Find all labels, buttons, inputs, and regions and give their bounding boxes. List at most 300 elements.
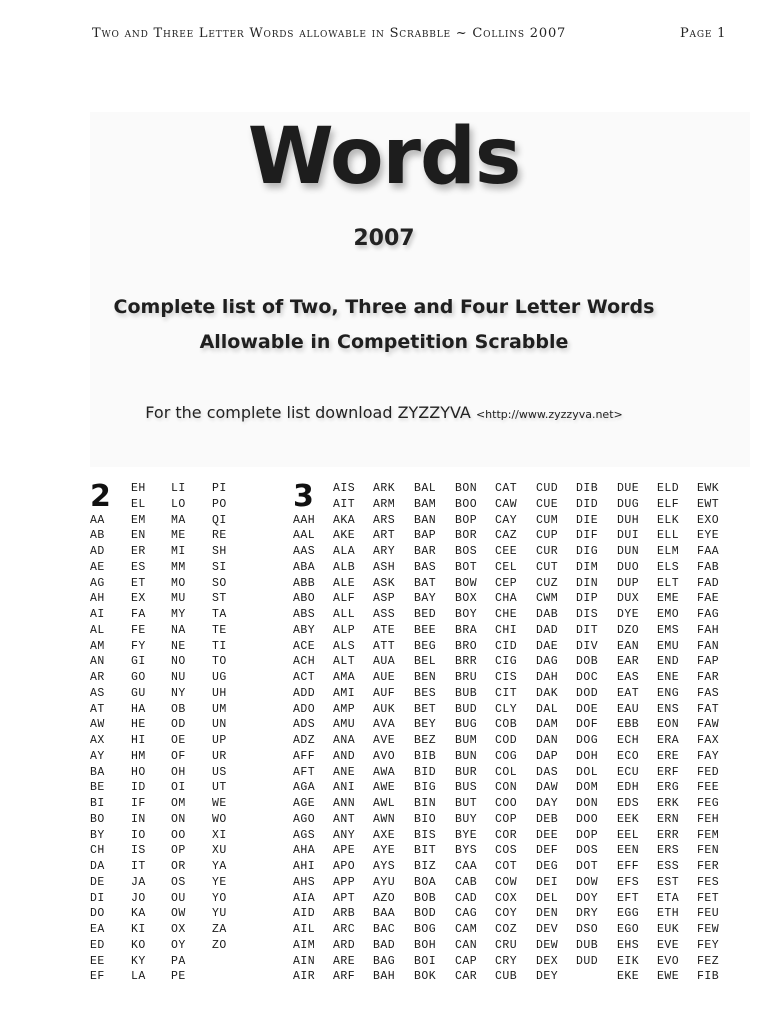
word-entry: FE (131, 623, 146, 637)
word-entry: CLY (495, 702, 518, 716)
word-entry: DIT (576, 623, 599, 637)
word-entry: ETH (657, 907, 680, 921)
word-entry: CAP (455, 954, 478, 968)
word-entry: CAZ (495, 529, 518, 543)
word-entry: DOG (576, 734, 599, 747)
word-entry: AHS (293, 875, 316, 889)
word-entry: BOB (414, 891, 437, 905)
word-entry: JO (131, 891, 146, 905)
word-entry: AWA (373, 765, 396, 779)
word-entry: IO (131, 828, 146, 842)
word-entry: APE (333, 844, 356, 858)
word-entry: DE (90, 875, 105, 889)
word-entry: ELD (657, 482, 680, 495)
word-entry: BE (90, 781, 105, 795)
word-entry: AW (90, 718, 105, 732)
word-entry: PE (171, 970, 186, 984)
word-entry: AH (90, 592, 105, 606)
word-entry: DOT (576, 860, 599, 873)
word-entry: BAH (373, 970, 396, 984)
word-entry: ABY (293, 623, 316, 637)
word-entry: EYE (697, 529, 720, 543)
word-entry: DEI (536, 875, 559, 889)
word-entry: BOH (414, 938, 437, 952)
word-entry: EVE (657, 938, 680, 952)
word-entry: BOR (455, 529, 478, 543)
word-entry: COB (495, 718, 518, 732)
word-entry: NY (171, 686, 186, 700)
word-entry: ADD (293, 686, 316, 700)
word-entry: OD (171, 718, 186, 732)
word-entry: DI (90, 891, 105, 905)
word-entry: CUP (536, 529, 559, 543)
word-entry: AND (333, 749, 356, 763)
word-entry: ANE (333, 765, 356, 779)
word-entry: DAY (536, 797, 559, 810)
word-entry: ID (131, 781, 146, 795)
word-entry: EDS (617, 797, 640, 810)
word-entry: ALB (333, 560, 356, 574)
word-entry: BOX (455, 592, 478, 606)
subtitle-line-2: Allowable in Competition Scrabble (199, 331, 569, 353)
word-entry: BAS (414, 560, 437, 574)
word-entry: CUZ (536, 576, 559, 590)
three-letter-column-9 (617, 481, 639, 985)
word-entry: EF (90, 970, 105, 984)
word-entry: DAM (536, 718, 559, 732)
word-entry: FAN (697, 639, 720, 653)
word-entry: EFF (617, 860, 640, 873)
word-entry: AY (90, 749, 105, 763)
word-entry: AGO (293, 812, 316, 826)
word-entry: FAB (697, 560, 720, 574)
word-entry: OR (171, 860, 186, 873)
word-entry: DOB (576, 655, 599, 669)
word-entry: BOT (455, 560, 478, 574)
download-url: <http://www.zyzzyva.net> (475, 408, 623, 421)
word-entry: BON (455, 482, 478, 495)
word-entry: ERK (657, 797, 680, 810)
word-entry: EBB (617, 718, 640, 732)
word-entry: BAG (373, 954, 396, 968)
word-entry: OY (171, 938, 186, 952)
word-entry: OX (171, 923, 186, 936)
word-entry: BRR (455, 655, 478, 669)
word-entry: COY (495, 907, 518, 921)
word-entry: EWE (657, 970, 680, 984)
word-entry: AUA (373, 655, 396, 669)
word-entry: QI (212, 513, 227, 527)
three-letter-column-6 (495, 481, 517, 985)
word-entry: ALP (333, 623, 356, 637)
word-entry: CAY (495, 513, 518, 527)
word-entry: ADO (293, 702, 316, 716)
word-entry: FAX (697, 734, 720, 747)
word-entry: AIR (293, 970, 316, 984)
word-entry: BOK (414, 970, 437, 984)
word-entry: DAK (536, 686, 559, 700)
word-entry: ARF (333, 970, 356, 984)
word-entry: ELS (657, 560, 680, 574)
word-entry: AVA (373, 718, 396, 732)
running-header-title: Two and Three Letter Words allowable in Scrabble ~ Collins 2007 (92, 26, 567, 41)
word-entry: DIG (576, 545, 599, 558)
word-entry: FIB (697, 970, 720, 984)
word-entry: EE (90, 954, 105, 968)
word-entry: DOC (576, 671, 599, 684)
word-entry: AIS (333, 482, 356, 495)
word-entry: AMU (333, 718, 356, 732)
word-entry: ASP (373, 592, 396, 606)
word-entry: UN (212, 718, 227, 732)
word-entry: BIZ (414, 860, 437, 873)
word-entry: JA (131, 875, 146, 889)
word-entry: DUO (617, 560, 640, 574)
word-entry: COL (495, 765, 518, 779)
word-entry: BUS (455, 781, 478, 795)
word-entry: MY (171, 608, 186, 621)
word-entry: AWN (373, 812, 396, 826)
word-entry: DUB (576, 938, 599, 952)
word-entry: ABS (293, 608, 316, 621)
word-entry: DOS (576, 844, 599, 858)
word-entry: CEE (495, 545, 518, 558)
word-entry: BIN (414, 797, 437, 810)
word-entry: MM (171, 560, 186, 574)
word-entry: DUE (617, 482, 640, 495)
word-entry: BEL (414, 655, 437, 669)
word-entry: FEY (697, 938, 720, 952)
word-entry: CHI (495, 623, 518, 637)
word-entry: ANY (333, 828, 356, 842)
word-entry: DAL (536, 702, 559, 716)
word-entry: FA (131, 608, 146, 621)
word-entry: AGA (293, 781, 316, 795)
word-entry: DEF (536, 844, 559, 858)
word-entry: BAC (373, 923, 396, 936)
word-entry: DIS (576, 608, 599, 621)
word-entry: EAN (617, 639, 640, 653)
word-entry: ELT (657, 576, 680, 590)
word-entry: DAG (536, 655, 559, 669)
word-entry: ARY (373, 545, 396, 558)
word-entry: AS (90, 686, 105, 700)
word-entry: AD (90, 545, 105, 558)
word-entry: SO (212, 576, 227, 590)
word-entry: YO (212, 891, 227, 905)
word-entry: EMO (657, 608, 680, 621)
word-entry: FEU (697, 907, 720, 921)
word-entry: CID (495, 639, 518, 653)
word-entry: AFT (293, 765, 316, 779)
word-entry: DIV (576, 639, 599, 653)
word-entry: APO (333, 860, 356, 873)
word-entry: FAE (697, 592, 720, 606)
word-entry: FEZ (697, 954, 720, 968)
word-entry: ARM (373, 497, 396, 511)
word-entry: BO (90, 812, 105, 826)
word-entry: BAR (414, 545, 437, 558)
word-entry: FAP (697, 655, 720, 669)
word-entry: AKE (333, 529, 356, 543)
word-entry: AE (90, 560, 105, 574)
word-entry: COR (495, 828, 518, 842)
word-entry: FEE (697, 781, 720, 795)
word-entry: ALT (333, 655, 356, 669)
word-entry: DUP (617, 576, 640, 590)
word-entry: CRU (495, 938, 518, 952)
word-entry: OF (171, 749, 186, 763)
word-entry: AX (90, 734, 105, 747)
document-year: 2007 (353, 226, 415, 251)
word-entry: DUH (617, 513, 640, 527)
word-entry: MU (171, 592, 186, 606)
word-entry: EKE (617, 970, 640, 984)
word-entry: PO (212, 497, 227, 511)
word-entry: CAB (455, 875, 478, 889)
word-entry: HM (131, 749, 146, 763)
word-entry: DAS (536, 765, 559, 779)
word-entry: DEW (536, 938, 559, 952)
word-entry: EGG (617, 907, 640, 921)
word-entry: AN (90, 655, 105, 669)
word-entry: ASS (373, 608, 396, 621)
word-entry: FAS (697, 686, 720, 700)
word-entry: CAM (455, 923, 478, 936)
word-entry: CHA (495, 592, 518, 606)
word-entry: ANA (333, 734, 356, 747)
document-title: Words (247, 112, 521, 202)
word-entry: NA (171, 623, 186, 637)
word-entry: EEN (617, 844, 640, 858)
word-entry: BEE (414, 623, 437, 637)
word-entry: ENS (657, 702, 680, 716)
word-entry: EDH (617, 781, 640, 795)
word-entry: DAN (536, 734, 559, 747)
word-entry: AGS (293, 828, 316, 842)
word-entry: BY (90, 828, 105, 842)
word-entry: DOH (576, 749, 599, 763)
word-entry: UH (212, 686, 227, 700)
word-entry: DAP (536, 749, 559, 763)
word-entry: CUT (536, 560, 559, 574)
word-entry: AB (90, 529, 105, 543)
word-entry: CWM (536, 592, 559, 606)
word-entry: COW (495, 875, 518, 889)
word-entry: GI (131, 655, 146, 669)
word-entry: BOG (414, 923, 437, 936)
word-entry: BIG (414, 781, 437, 795)
word-entry: EFT (617, 891, 640, 905)
word-entry: TE (212, 623, 227, 637)
word-entry: BAM (414, 497, 437, 511)
word-entry: BID (414, 765, 437, 779)
word-entry: CEP (495, 576, 518, 590)
word-entry: ARE (333, 954, 356, 968)
word-entry: UG (212, 671, 227, 684)
word-entry: BOA (414, 875, 437, 889)
word-entry: EH (131, 482, 146, 495)
word-entry: ASK (373, 576, 396, 590)
word-entry: BOP (455, 513, 478, 527)
word-entry: DOP (576, 828, 599, 842)
download-text: For the complete list download ZYZZYVA (145, 403, 471, 422)
word-entry: NO (171, 655, 186, 669)
word-entry: ZA (212, 923, 227, 936)
word-entry: DAB (536, 608, 559, 621)
word-entry: EGO (617, 923, 640, 936)
word-entry: AUK (373, 702, 396, 716)
word-entry: AR (90, 671, 105, 684)
word-entry: DOW (576, 875, 599, 889)
word-entry: COP (495, 812, 518, 826)
word-entry: FAG (697, 608, 720, 621)
word-entry: ARB (333, 907, 356, 921)
word-entry: GU (131, 686, 146, 700)
word-entry: YE (212, 875, 227, 889)
word-entry: DOL (576, 765, 599, 779)
word-entry: DO (90, 907, 105, 921)
word-entry: AHI (293, 860, 316, 873)
word-entry: ECH (617, 734, 640, 747)
word-entry: FY (131, 639, 146, 653)
word-entry: AT (90, 702, 105, 716)
word-entry: AM (90, 639, 105, 653)
word-entry: AUF (373, 686, 396, 700)
word-entry: BEZ (414, 734, 437, 747)
word-entry: EA (90, 923, 105, 936)
word-entry: CH (90, 844, 105, 858)
word-entry: DEL (536, 891, 559, 905)
word-entry: AYU (373, 875, 396, 889)
word-entry: ADZ (293, 734, 316, 747)
word-entry: ANT (333, 812, 356, 826)
word-entry: AYS (373, 860, 396, 873)
word-entry: DAW (536, 781, 559, 795)
word-entry: FAA (697, 545, 720, 558)
word-entry: FAH (697, 623, 720, 637)
word-entry: ERA (657, 734, 680, 747)
word-entry: EEL (617, 828, 640, 842)
word-entry: COG (495, 749, 518, 763)
word-entry: CRY (495, 954, 518, 968)
word-entry: BEG (414, 639, 437, 653)
word-entry: DIF (576, 529, 599, 543)
word-entry: MI (171, 545, 186, 558)
word-entry: FES (697, 875, 720, 889)
word-entry: TA (212, 608, 227, 621)
word-entry: XI (212, 828, 227, 842)
word-entry: MA (171, 513, 186, 527)
word-entry: EMU (657, 639, 680, 653)
word-entry: EL (131, 497, 146, 511)
word-entry: DON (576, 797, 599, 810)
word-entry: DEB (536, 812, 559, 826)
word-entry: CUR (536, 545, 559, 558)
word-entry: SI (212, 560, 227, 574)
two-letter-column-3 (171, 481, 186, 985)
word-entry: AMP (333, 702, 356, 716)
word-entry: BOY (455, 608, 478, 621)
word-entry: AIN (293, 954, 316, 968)
word-entry: AMA (333, 671, 356, 684)
word-entry: BAA (373, 907, 396, 921)
word-entry: ERE (657, 749, 680, 763)
word-entry: HA (131, 702, 146, 716)
word-entry: ACE (293, 639, 316, 653)
word-entry: CAW (495, 497, 518, 511)
word-entry: CIS (495, 671, 518, 684)
subtitle-line-1: Complete list of Two, Three and Four Letter Words (113, 296, 655, 318)
word-entry: EVO (657, 954, 680, 968)
word-entry: OS (171, 875, 186, 889)
word-entry: AIM (293, 938, 316, 952)
word-entry: TO (212, 655, 227, 669)
word-entry: AGE (293, 797, 316, 810)
word-entry: DIP (576, 592, 599, 606)
word-entry: YA (212, 860, 227, 873)
word-entry: BIT (414, 844, 437, 858)
word-entry: EIK (617, 954, 640, 968)
word-entry: BUR (455, 765, 478, 779)
word-entry: ERR (657, 828, 680, 842)
word-entry: DOF (576, 718, 599, 732)
word-entry: AIT (333, 497, 356, 511)
word-entry: SH (212, 545, 227, 558)
word-entry: BEY (414, 718, 437, 732)
word-entry: AIL (293, 923, 316, 936)
three-letter-column-5 (455, 481, 477, 985)
word-entry: EAU (617, 702, 640, 716)
word-entry: DUI (617, 529, 640, 543)
word-entry: IN (131, 812, 146, 826)
word-entry: KO (131, 938, 146, 952)
word-entry: BIB (414, 749, 437, 763)
word-entry: BRU (455, 671, 478, 684)
word-entry: FEH (697, 812, 720, 826)
word-entry: HI (131, 734, 146, 747)
word-entry: IF (131, 797, 146, 810)
word-entry: FED (697, 765, 720, 779)
word-entry: EFS (617, 875, 640, 889)
word-entry: ACT (293, 671, 316, 684)
word-entry: BYE (455, 828, 478, 842)
word-entry: BAN (414, 513, 437, 527)
word-entry: EON (657, 718, 680, 732)
word-entry: ECU (617, 765, 640, 779)
word-entry: CON (495, 781, 518, 795)
word-entry: AZO (373, 891, 396, 905)
word-entry: BOD (414, 907, 437, 921)
word-entry: DIB (576, 482, 599, 495)
word-entry: ENE (657, 671, 680, 684)
word-entry: HO (131, 765, 146, 779)
word-entry: EAS (617, 671, 640, 684)
word-entry: ARC (333, 923, 356, 936)
word-entry: OO (171, 828, 186, 842)
word-entry: OB (171, 702, 186, 716)
word-entry: DEN (536, 907, 559, 921)
word-entry: CUB (495, 970, 518, 984)
word-entry: DA (90, 860, 105, 873)
word-entry: DAD (536, 623, 559, 637)
three-letter-column-8 (576, 481, 598, 969)
word-entry: CAR (455, 970, 478, 984)
word-entry: ADS (293, 718, 316, 732)
word-entry: DAE (536, 639, 559, 653)
word-entry: COX (495, 891, 518, 905)
word-entry: CAN (455, 938, 478, 952)
